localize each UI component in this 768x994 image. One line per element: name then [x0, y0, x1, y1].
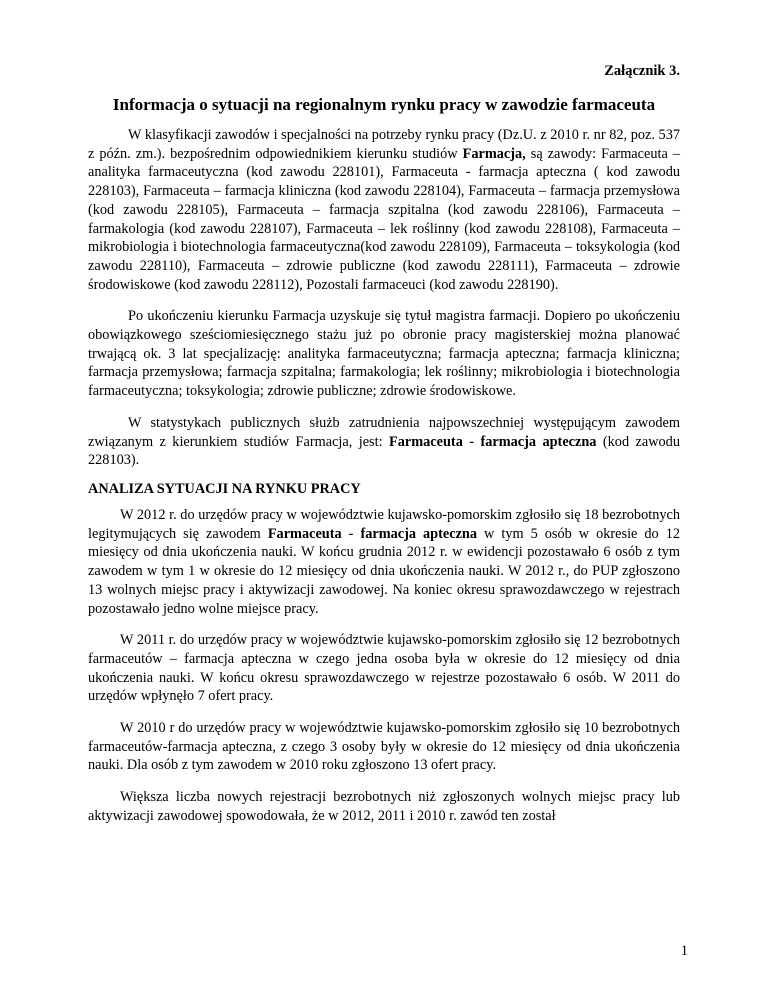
text-run: są zawody: Farmaceuta – analityka farmaceutyczna (kod zawodu 228101), Farmaceuta - farmacja apteczna ( kod zawodu 228103), Farmaceuta – farmacja kliniczna (kod zawodu 228104), Farmaceuta – farmacja przemysłowa (kod zawodu 228105), Farmaceuta – farmacja szpitalna (kod zawodu 228106), Farmaceuta – farmakologia (kod zawodu 228107), Farmaceuta – lek roślinny (kod zawodu 228108), Farmaceuta – mikrobiologia i biotechnologia farmaceutyczna(kod zawodu 228109), Farmaceuta – toksykologia (kod zawodu 228110), Farmaceuta – zdrowie publiczne (kod zawodu 228111), Farmaceuta – zdrowie środowiskowe (kod zawodu 228112), Pozostali farmaceuci (kod zawodu 228190). [88, 145, 680, 293]
text-run: (kod zawodu 228103). [88, 433, 680, 469]
text-run: W 2012 r. do urzędów pracy w województwie kujawsko-pomorskim zgłosiło się 18 bezrobotnych legitymujących się zawodem [88, 507, 680, 542]
page-number: 1 [680, 943, 688, 959]
analysis-paragraph-summary [88, 788, 680, 825]
intro-section [88, 126, 680, 483]
document-page [88, 0, 688, 994]
section-heading: ANALIZA SYTUACJI NA RYNKU PRACY [88, 481, 361, 497]
document-title: Informacja o sytuacji na regionalnym rynku pracy w zawodzie farmaceuta [112, 95, 656, 114]
text-run: Po ukończeniu kierunku Farmacja uzyskuje się tytuł magistra farmacji. Dopiero po ukończeniu obowiązkowego sześciomiesięcznego stażu już po obronie pracy magisterskiej można planować trwającą ok. 3 lat specjalizację: analityka farmaceutyczna; farmacja apteczna; farmacja kliniczna; farmacja przemysłowa; farmacja szpitalna; farmakologia; lek roślinny; mikrobiologia i biotechnologia farmaceutyczna; toksykologia; zdrowie publiczne; zdrowie środowiskowe. [88, 308, 680, 400]
text-run: W klasyfikacji zawodów i specjalności na potrzeby rynku pracy (Dz.U. z 2010 r. nr 82, poz. 537 z późn. zm.). bezpośrednim odpowiednikiem kierunku studiów [88, 127, 680, 162]
text-run: w tym 5 osób w okresie do 12 miesięcy od dnia ukończenia nauki. W końcu grudnia 2012 r. w ewidencji pozostawało 6 osób z tym zawodem w tym 1 w okresie do 12 miesięcy od dnia ukończenia nauki. W 2012 r., do PUP zgłoszono 13 wolnych miejsc pracy i aktywizacji zawodowej. Na koniec okresu sprawozdawczego w rejestrach pozostawało jedno wolne miejsce pracy. [88, 525, 680, 617]
bold-term: Farmaceuta - farmacja apteczna [389, 433, 597, 450]
text-run: W 2010 r do urzędów pracy w województwie kujawsko-pomorskim zgłosiło się 10 bezrobotnych farmaceutów-farmacja apteczna, z czego 3 osoby były w okresie do 12 miesięcy od dnia ukończenia nauki. Dla osób z tym zawodem w 2010 roku zgłoszono 13 ofert pracy. [88, 720, 680, 774]
text-run: W 2011 r. do urzędów pracy w województwie kujawsko-pomorskim zgłosiło się 12 bezrobotnych farmaceutów – farmacja apteczna w czego jedna osoba była w okresie do 12 miesięcy od dnia ukończenia nauki. W końcu okresu sprawozdawczego w rejestrze pozostawało 6 osób. W 2011 do urzędów wpłynęło 7 ofert pracy. [88, 632, 680, 705]
text-run: Większa liczba nowych rejestracji bezrobotnych niż zgłoszonych wolnych miejsc pracy lub aktywizacji zawodowej spowodowała, że w 2012, 2011 i 2010 r. zawód ten został [88, 789, 680, 824]
bold-term: Farmaceuta - farmacja apteczna [267, 525, 478, 542]
analysis-paragraph-2010 [88, 719, 680, 775]
text-run: W statystykach publicznych służb zatrudnienia najpowszechniej występującym zawodem związanym z kierunkiem studiów Farmacja, jest: [88, 414, 680, 450]
analysis-section [88, 506, 680, 839]
intro-paragraph-2 [88, 307, 680, 401]
bold-term: Farmacja, [462, 145, 526, 162]
intro-paragraph-1 [88, 126, 680, 294]
analysis-paragraph-2011 [88, 631, 680, 706]
intro-paragraph-3 [88, 414, 680, 470]
annex-label: Załącznik 3. [604, 63, 680, 79]
analysis-paragraph-2012 [88, 506, 680, 618]
